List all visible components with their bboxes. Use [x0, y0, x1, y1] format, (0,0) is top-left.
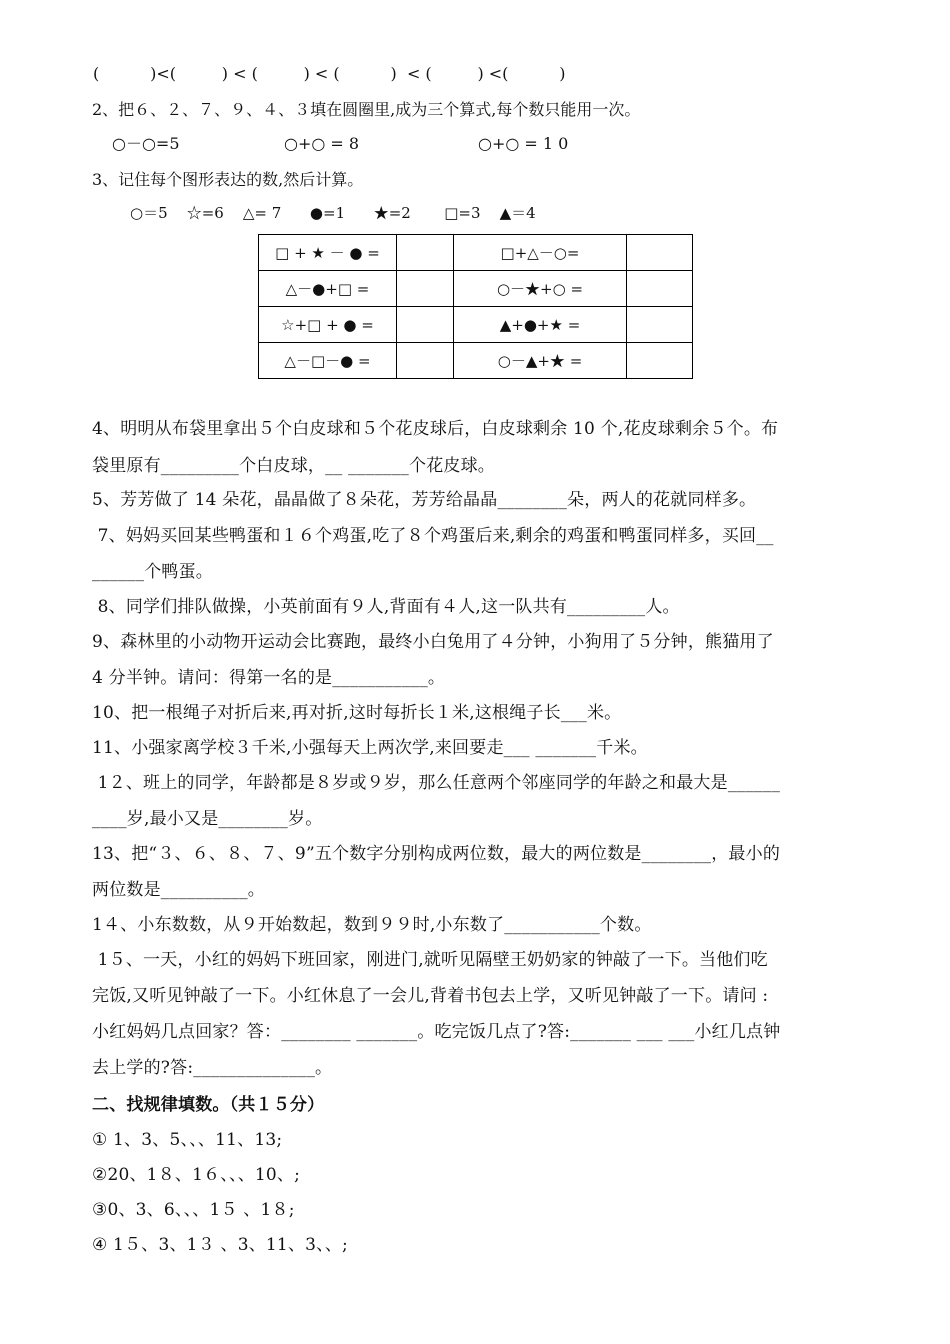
question-15-line-4: 去上学的?答:______________。 [92, 1058, 333, 1078]
question-12-line-1: 1２、班上的同学，年龄都是８岁或９岁，那么任意两个邻座同学的年龄之和最大是______ [92, 773, 781, 793]
question-7-line-2: ______个鸭蛋。 [92, 562, 213, 582]
sequence-2: ②20、1８、1６、、、10、; [92, 1165, 301, 1185]
question-9-line-1: 9、森林里的小动物开运动会比赛跑，最终小白兔用了４分钟，小狗用了５分钟，熊猫用了 [92, 632, 774, 652]
question-5: 5、芳芳做了 14 朵花，晶晶做了８朵花，芳芳给晶晶________朵，两人的花就同样多。 [92, 490, 757, 510]
question-4-line-1: 4、明明从布袋里拿出５个白皮球和５个花皮球后，白皮球剩余 10 个,花皮球剩余５个。布 [92, 419, 779, 439]
answer-cell[interactable] [627, 271, 693, 307]
question-7-line-1: 7、妈妈买回某些鸭蛋和１６个鸡蛋,吃了８个鸡蛋后来,剩余的鸡蛋和鸭蛋同样多，买回__ [92, 526, 774, 546]
answer-cell[interactable] [397, 307, 454, 343]
answer-cell[interactable] [627, 235, 693, 271]
compare-row: ( )<( ) < ( ) < ( ) < ( ) <( ) [93, 64, 566, 83]
question-10: 10、把一根绳子对折后来,再对折,这时每折长１米,这根绳子长___米。 [92, 703, 622, 723]
table-cell: □+△－○= [454, 235, 627, 271]
question-13-line-1: 13、把“３、６、８、７、9”五个数字分别构成两位数，最大的两位数是________，最小的 [92, 844, 781, 864]
question-15-line-1: 1５、一天，小红的妈妈下班回家，刚进门,就听见隔壁王奶奶家的钟敲了一下。当他们吃 [92, 950, 768, 970]
table-row [259, 235, 693, 271]
section-2-heading: 二、找规律填数。（共１５分） [92, 1095, 325, 1115]
question-15-line-2: 完饭,又听见钟敲了一下。小红休息了一会儿,背着书包去上学，又听见钟敲了一下。请问 : [92, 986, 769, 1006]
question-4-line-2: 袋里原有_________个白皮球，__ _______个花皮球。 [92, 456, 496, 476]
q2-equation-1: ○－○=5 [112, 134, 180, 153]
question-12-line-2: ____岁,最小又是________岁。 [92, 809, 323, 829]
table-cell: ○－▲+★ = [454, 343, 627, 379]
question-9-line-2: 4 分半钟。请问：得第一名的是___________。 [92, 668, 446, 688]
table-row [259, 343, 693, 379]
table-row [259, 271, 693, 307]
question-8: 8、同学们排队做操，小英前面有９人,背面有４人,这一队共有_________人。 [92, 597, 680, 617]
question-3: 3、记住每个图形表达的数,然后计算。 [92, 170, 364, 189]
answer-cell[interactable] [397, 343, 454, 379]
table-cell: △－□－● = [259, 343, 397, 379]
table-cell: □ + ★ － ● = [259, 235, 397, 271]
q2-equation-2: ○+○ = 8 [284, 134, 360, 153]
sequence-4: ④ 1５、3、1３ 、3、11、3、、; [92, 1235, 348, 1255]
q2-equation-3: ○+○ = 1 0 [478, 134, 569, 153]
question-13-line-2: 两位数是__________。 [92, 880, 265, 900]
table-cell: ▲+●+★ = [454, 307, 627, 343]
shape-calc-table [258, 234, 693, 379]
sequence-3: ③0、3、6、、、1５ 、1８; [92, 1200, 295, 1220]
shape-legend: ○＝5 ☆=6 △= 7 ●=1 ★=2 □=3 ▲＝4 [130, 204, 536, 222]
question-11: 11、小强家离学校３千米,小强每天上两次学,来回要走___ _______千米。 [92, 738, 648, 758]
table-cell: ☆+□ + ● = [259, 307, 397, 343]
question-2: 2、把６、２、７、９、４、３填在圆圈里,成为三个算式,每个数只能用一次。 [92, 100, 641, 119]
table-row [259, 307, 693, 343]
table-cell: ○－★+○ = [454, 271, 627, 307]
table-cell: △－●+□ = [259, 271, 397, 307]
answer-cell[interactable] [397, 235, 454, 271]
answer-cell[interactable] [397, 271, 454, 307]
question-14: 1４、小东数数，从９开始数起，数到９９时,小东数了___________个数。 [92, 915, 652, 935]
sequence-1: ① 1、3、5、、、11、13; [92, 1130, 283, 1150]
question-15-line-3: 小红妈妈几点回家？答：________ _______。吃完饭几点了?答:_______ ___ ___小红几点钟 [92, 1022, 781, 1042]
answer-cell[interactable] [627, 343, 693, 379]
answer-cell[interactable] [627, 307, 693, 343]
